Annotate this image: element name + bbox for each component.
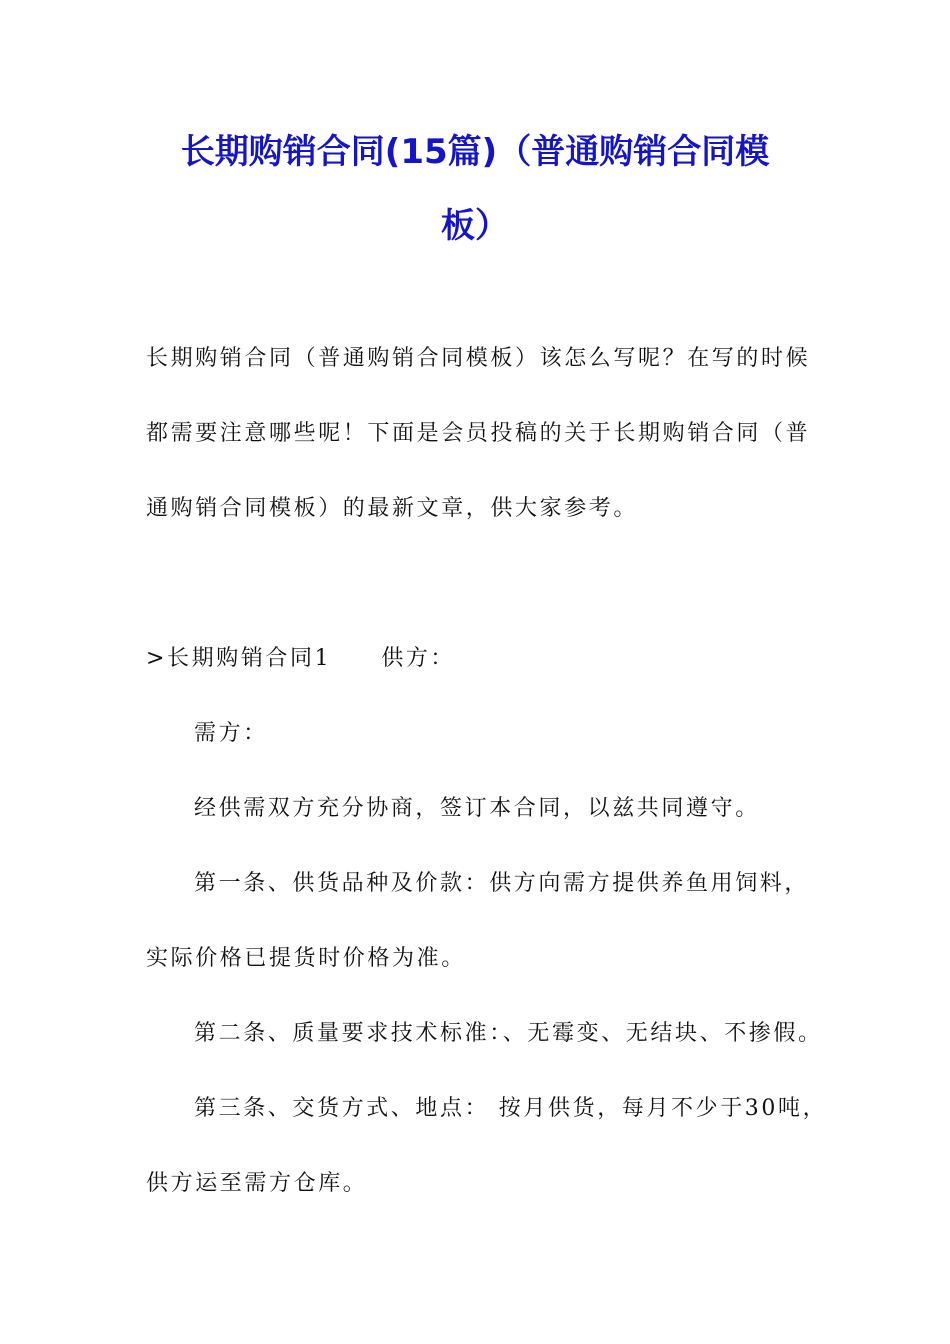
intro-line-3: 通购销合同模板）的最新文章，供大家参考。 (146, 496, 639, 521)
intro-line-2: 都需要注意哪些呢！下面是会员投稿的关于长期购销合同（普 (146, 421, 811, 446)
document-title-line-1: 长期购销合同(15篇)（普通购销合同模 (180, 132, 770, 172)
article-3-line-2: 供方运至需方仓库。 (146, 1171, 368, 1196)
document-title-line-2: 板） (441, 206, 509, 246)
article-1-line-2: 实际价格已提货时价格为准。 (146, 946, 466, 971)
agreement-text: 经供需双方充分协商，签订本合同，以兹共同遵守。 (194, 796, 760, 821)
intro-line-1: 长期购销合同（普通购销合同模板）该怎么写呢？在写的时候 (146, 346, 811, 371)
article-2: 第二条、质量要求技术标准：、无霉变、无结块、不掺假。 (194, 1021, 823, 1046)
supplier-label: 供方： (381, 646, 456, 671)
buyer-label: 需方： (194, 721, 268, 746)
article-1-line-1: 第一条、供货品种及价款：供方向需方提供养鱼用饲料， (194, 871, 810, 896)
section-heading-row (146, 644, 455, 674)
section-heading: >长期购销合同1 (146, 646, 332, 671)
article-3-line-1: 第三条、交货方式、地点： 按月供货，每月不少于30吨， (194, 1096, 828, 1121)
